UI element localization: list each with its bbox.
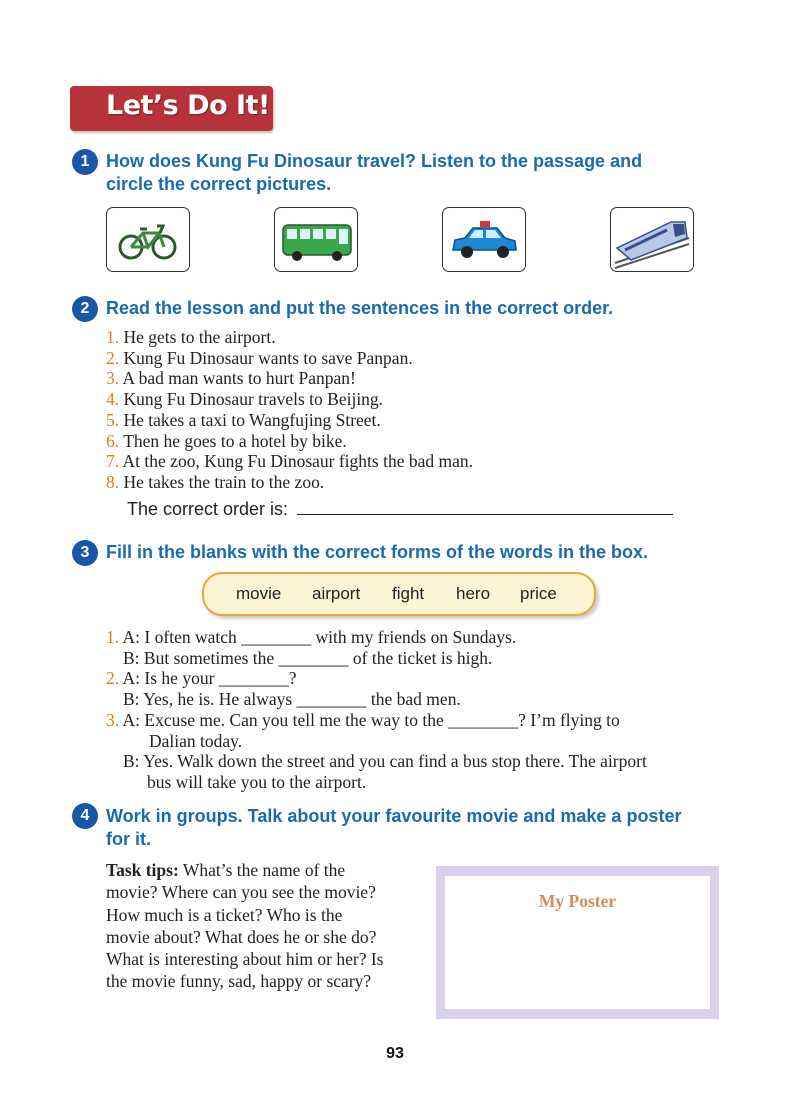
poster-frame [436,866,719,1019]
exercise-line: 3. A: Excuse me. Can you tell me the way to the ________? I’m flying to [106,709,620,730]
section-4-instruction-line-1: Work in groups. Talk about your favourite movie and make a poster [106,806,682,826]
word-movie: movie [236,584,282,603]
list-item: 5. He takes a taxi to Wangfujing Street. [106,409,381,430]
exercise-line: B: Yes. Walk down the street and you can find a bus stop there. The airport [123,751,647,772]
section-2-number: 2 [72,296,98,322]
sentence-list [106,327,473,493]
poster-title: My Poster [538,891,617,911]
task-tips-text: What is interesting about him or her? Is [106,949,384,970]
list-item: 4. Kung Fu Dinosaur travels to Beijing. [106,389,384,410]
word-hero: hero [456,584,491,603]
list-item: 2. Kung Fu Dinosaur wants to save Panpan. [106,347,413,368]
section-4-number: 4 [72,803,98,829]
section-2-instruction: Read the lesson and put the sentences in the correct order. [106,298,614,318]
list-item: 1. He gets to the airport. [106,327,276,347]
section-1-number: 1 [72,149,98,175]
exercise-line: 2. A: Is he your ________? [106,668,297,689]
poster-area[interactable] [445,876,710,1009]
list-item: 3. A bad man wants to hurt Panpan! [106,368,356,389]
picture-bus[interactable] [274,207,358,272]
banner-title: Let’s Do It! [106,90,270,121]
section-1-instruction-line-2: circle the correct pictures. [106,174,332,194]
section-3-number: 3 [72,540,98,566]
word-airport: airport [312,584,361,603]
bicycle-icon [107,208,189,271]
task-tips [106,859,426,993]
list-item: 6. Then he goes to a hotel by bike. [106,430,347,451]
correct-order-label: The correct order is: [127,499,289,519]
section-3-instruction: Fill in the blanks with the correct forms of the words in the box. [106,542,649,562]
task-tips-text: movie about? What does he or she do? [106,926,377,947]
correct-order-row [127,499,673,520]
task-tips-text: What’s the name of the [182,860,346,880]
word-fight: fight [392,584,425,603]
task-tips-text: How much is a ticket? Who is the [106,904,343,925]
section-4-instruction [106,805,681,851]
task-tips-text: movie? Where can you see the movie? [106,882,376,903]
exercise-line: 1. A: I often watch ________ with my friends on Sundays. [106,627,517,647]
lets-do-it-banner [70,86,273,131]
exercise-line: Dalian today. [149,730,243,751]
picture-bicycle[interactable] [106,207,190,272]
bus-icon [275,208,357,271]
section-1-instruction [106,150,642,196]
exercise-line: B: But sometimes the ________ of the ticket is high. [123,647,493,668]
exercise-line: B: Yes, he is. He always ________ the bad men. [123,689,461,710]
train-icon [611,208,693,271]
section-1-instruction-line-1: How does Kung Fu Dinosaur travel? Listen to the passage and [106,151,643,171]
list-item: 7. At the zoo, Kung Fu Dinosaur fights the bad man. [106,451,473,472]
exercise-line: bus will take you to the airport. [147,771,367,792]
picture-train[interactable] [610,207,694,272]
picture-police-car[interactable] [442,207,526,272]
word-price: price [520,584,557,603]
police-car-icon [443,208,525,271]
list-item: 8. He takes the train to the zoo. [106,471,325,492]
fill-in-exercise [106,627,647,793]
task-tips-text: the movie funny, sad, happy or scary? [106,971,372,992]
section-4-instruction-line-2: for it. [106,829,151,849]
word-box [202,572,596,616]
page-number: 93 [386,1045,404,1062]
task-tips-label: Task tips: [106,860,179,880]
correct-order-blank[interactable] [297,500,673,515]
